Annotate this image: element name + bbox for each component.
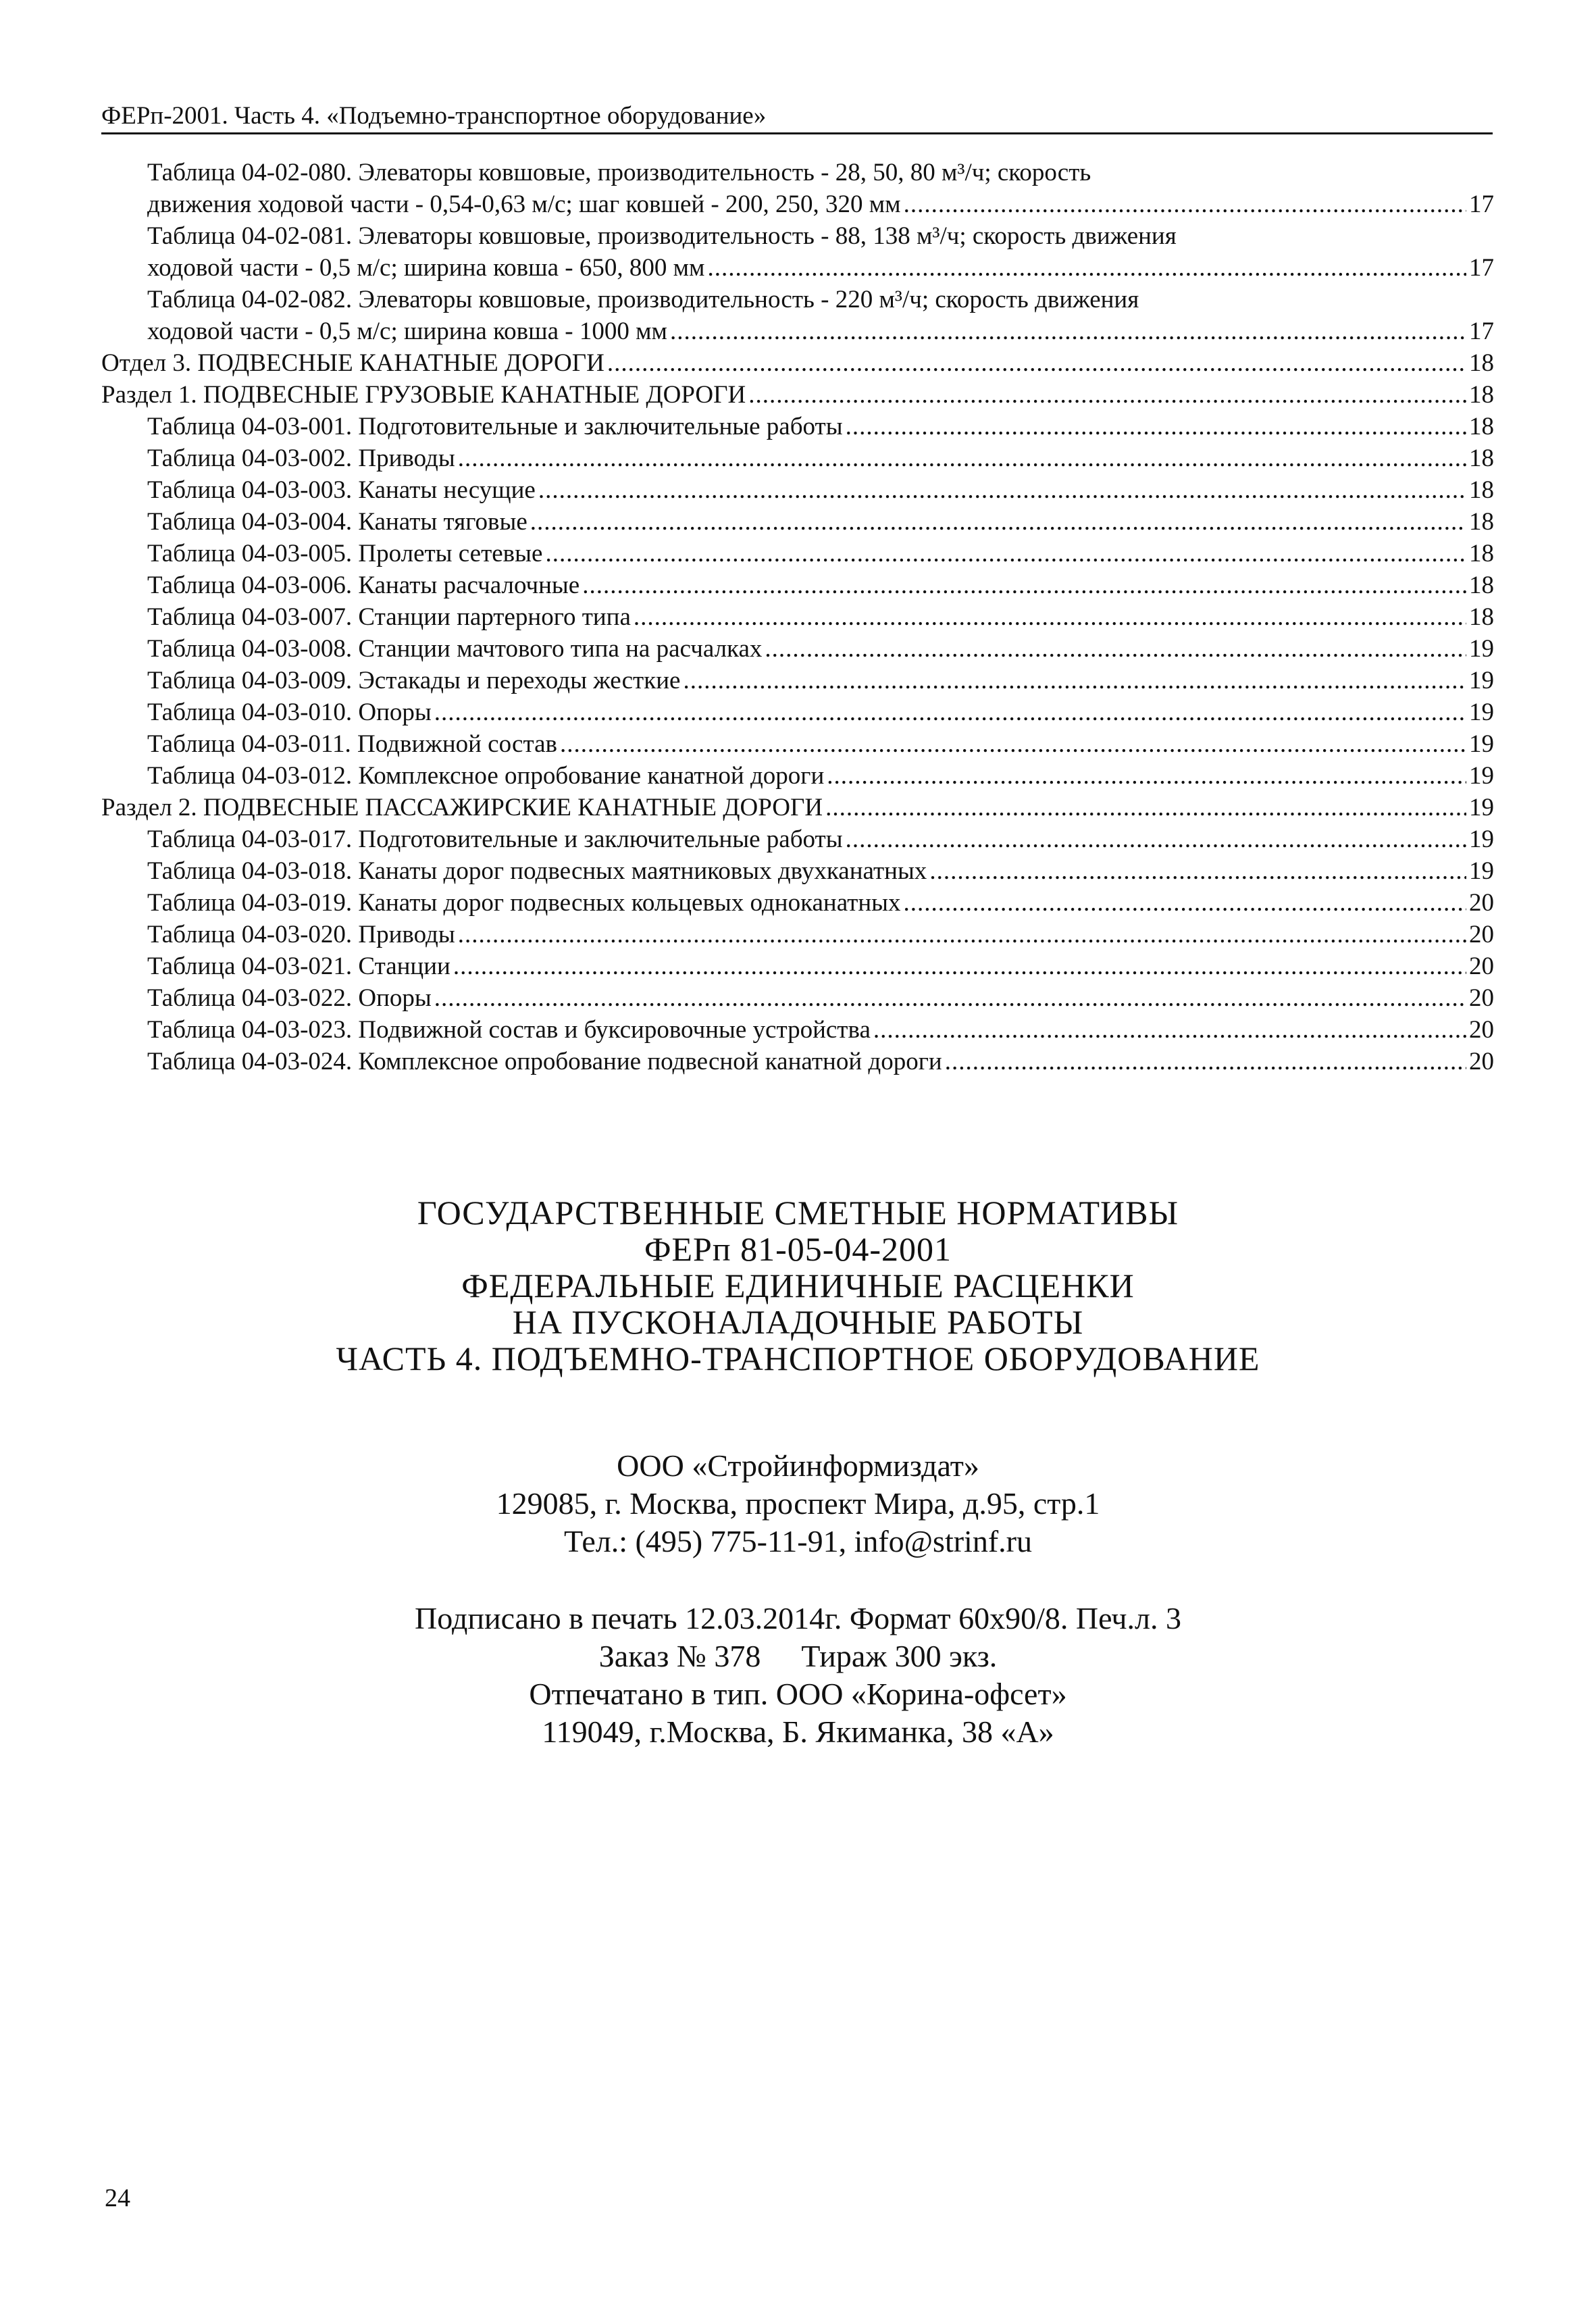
- toc-page-number: 20: [1469, 952, 1494, 980]
- toc-entry-table: [101, 506, 1494, 538]
- dot-leader: [538, 474, 1466, 506]
- toc-entry-text: ходовой части - 0,5 м/с; ширина ковша - 650, 800 мм: [147, 254, 705, 282]
- toc-entry-multiline: [101, 157, 1494, 220]
- toc-entry-table: [101, 887, 1494, 919]
- toc-entry-text: Таблица 04-03-004. Канаты тяговые: [147, 508, 527, 536]
- toc-entry-line: Таблица 04-02-081. Элеваторы ковшовые, производительность - 88, 138 м³/ч; скорость движения: [147, 222, 1177, 250]
- toc-entry-text: ходовой части - 0,5 м/с; ширина ковша - 1000 мм: [147, 317, 667, 345]
- toc-entry-table: [101, 855, 1494, 887]
- toc-entry-text: Таблица 04-03-009. Эстакады и переходы жесткие: [147, 667, 681, 694]
- dot-leader: [929, 855, 1466, 887]
- imprint-circulation: Тираж 300 экз.: [801, 1639, 998, 1673]
- toc-entry-text: Таблица 04-03-022. Опоры: [147, 984, 432, 1012]
- dot-leader: [545, 538, 1466, 569]
- toc-entry-line: [147, 188, 1494, 220]
- dot-leader: [607, 347, 1466, 379]
- toc-entry-table: [101, 633, 1494, 665]
- running-header: ФЕРп-2001. Часть 4. «Подъемно-транспортное оборудование»: [101, 101, 1493, 134]
- toc-entry-multiline: [101, 284, 1494, 347]
- imprint-printer: Отпечатано в тип. ООО «Корина-офсет»: [529, 1677, 1067, 1711]
- toc-entry-table: [101, 919, 1494, 950]
- toc-page-number: 19: [1469, 857, 1494, 885]
- dot-leader: [707, 252, 1466, 284]
- dot-leader: [530, 506, 1466, 538]
- toc-page-number: 19: [1469, 794, 1494, 821]
- title-line: НА ПУСКОНАЛАДОЧНЫЕ РАБОТЫ: [512, 1303, 1084, 1341]
- toc-entry-text: Раздел 2. ПОДВЕСНЫЕ ПАССАЖИРСКИЕ КАНАТНЫЕ ДОРОГИ: [101, 794, 823, 821]
- toc-page-number: 17: [1469, 254, 1494, 282]
- toc-page-number: 19: [1469, 698, 1494, 726]
- title-line: ЧАСТЬ 4. ПОДЪЕМНО-ТРАНСПОРТНОЕ ОБОРУДОВАНИЕ: [336, 1340, 1260, 1377]
- toc-page-number: 19: [1469, 825, 1494, 853]
- toc-entry-text: Таблица 04-03-020. Приводы: [147, 921, 455, 948]
- toc-page-number: 18: [1469, 381, 1494, 409]
- toc-entry-text: движения ходовой части - 0,54-0,63 м/с; шаг ковшей - 200, 250, 320 мм: [147, 190, 901, 218]
- toc-entry-table: [101, 696, 1494, 728]
- imprint-order: Заказ № 378: [598, 1639, 761, 1673]
- toc-page-number: 20: [1469, 984, 1494, 1012]
- toc-page-number: 17: [1469, 317, 1494, 345]
- dot-leader: [434, 982, 1466, 1014]
- toc-page-number: 20: [1469, 1016, 1494, 1044]
- toc-entry-table: [101, 411, 1494, 442]
- toc-entry-table: [101, 569, 1494, 601]
- toc-entry-table: [101, 823, 1494, 855]
- toc-entry-text: Таблица 04-03-002. Приводы: [147, 444, 455, 472]
- toc-entry-text: Таблица 04-03-019. Канаты дорог подвесных кольцевых одноканатных: [147, 889, 901, 917]
- toc-page-number: 18: [1469, 603, 1494, 631]
- toc-entry-table: [101, 665, 1494, 696]
- toc-entry-table: [101, 601, 1494, 633]
- toc-entry-text: Таблица 04-03-001. Подготовительные и заключительные работы: [147, 413, 843, 440]
- dot-leader: [683, 665, 1466, 696]
- dot-leader: [453, 950, 1466, 982]
- toc-entry-text: Отдел 3. ПОДВЕСНЫЕ КАНАТНЫЕ ДОРОГИ: [101, 349, 604, 377]
- title-line: ФЕДЕРАЛЬНЫЕ ЕДИНИЧНЫЕ РАСЦЕНКИ: [461, 1267, 1135, 1304]
- toc-entry-table: [101, 1046, 1494, 1077]
- toc-entry-text: Таблица 04-03-021. Станции: [147, 952, 451, 980]
- dot-leader: [827, 760, 1466, 792]
- toc-page-number: 20: [1469, 921, 1494, 948]
- toc-page-number: 18: [1469, 508, 1494, 536]
- toc-entry-line: Таблица 04-02-082. Элеваторы ковшовые, производительность - 220 м³/ч; скорость движения: [147, 286, 1139, 313]
- dot-leader: [846, 411, 1466, 442]
- dot-leader: [458, 442, 1466, 474]
- publisher-name: ООО «Стройинформиздат»: [617, 1448, 979, 1483]
- dot-leader: [846, 823, 1466, 855]
- publisher-address: 129085, г. Москва, проспект Мира, д.95, стр.1: [496, 1486, 1100, 1521]
- toc-entry-text: Таблица 04-03-012. Комплексное опробование канатной дороги: [147, 762, 825, 790]
- toc-entry-line: Таблица 04-02-080. Элеваторы ковшовые, производительность - 28, 50, 80 м³/ч; скорость: [147, 159, 1091, 186]
- toc-entry-table: [101, 538, 1494, 569]
- toc-page-number: 20: [1469, 1048, 1494, 1075]
- imprint-order-line: [0, 1637, 1596, 1675]
- toc-entry-text: Таблица 04-03-018. Канаты дорог подвесных маятниковых двухканатных: [147, 857, 927, 885]
- toc-page-number: 19: [1469, 667, 1494, 694]
- toc-page-number: 18: [1469, 444, 1494, 472]
- dot-leader: [765, 633, 1466, 665]
- dot-leader: [634, 601, 1466, 633]
- dot-leader: [560, 728, 1466, 760]
- dot-leader: [825, 792, 1466, 823]
- dot-leader: [458, 919, 1466, 950]
- toc-entry-section: [101, 379, 1494, 411]
- toc-entry-text: Таблица 04-03-005. Пролеты сетевые: [147, 540, 543, 567]
- toc-page-number: 18: [1469, 571, 1494, 599]
- toc-page-number: 19: [1469, 730, 1494, 758]
- document-title-block: [0, 1194, 1596, 1377]
- toc-entry-table: [101, 442, 1494, 474]
- dot-leader: [873, 1014, 1466, 1046]
- toc-entry-table: [101, 1014, 1494, 1046]
- toc-entry-text: Таблица 04-03-008. Станции мачтового типа на расчалках: [147, 635, 763, 663]
- imprint-block: [0, 1600, 1596, 1751]
- toc-entry-line: [147, 315, 1494, 347]
- toc-entry-text: Таблица 04-03-006. Канаты расчалочные: [147, 571, 580, 599]
- toc-entry-table: [101, 728, 1494, 760]
- toc-entry-text: Таблица 04-03-007. Станции партерного типа: [147, 603, 631, 631]
- title-line: ФЕРп 81-05-04-2001: [644, 1230, 952, 1268]
- toc-entry-text: Таблица 04-03-023. Подвижной состав и буксировочные устройства: [147, 1016, 871, 1044]
- dot-leader: [904, 887, 1466, 919]
- toc-entry-text: Таблица 04-03-003. Канаты несущие: [147, 476, 536, 504]
- dot-leader: [670, 315, 1466, 347]
- toc-page-number: 18: [1469, 476, 1494, 504]
- toc-page-number: 19: [1469, 635, 1494, 663]
- dot-leader: [582, 569, 1466, 601]
- toc-entry-table: [101, 950, 1494, 982]
- page-number: 24: [105, 2184, 130, 2212]
- table-of-contents: [101, 157, 1494, 1077]
- toc-entry-text: Раздел 1. ПОДВЕСНЫЕ ГРУЗОВЫЕ КАНАТНЫЕ ДОРОГИ: [101, 381, 746, 409]
- dot-leader: [434, 696, 1466, 728]
- toc-page-number: 20: [1469, 889, 1494, 917]
- toc-entry-text: Таблица 04-03-011. Подвижной состав: [147, 730, 557, 758]
- toc-entry-text: Таблица 04-03-024. Комплексное опробование подвесной канатной дороги: [147, 1048, 942, 1075]
- toc-entry-table: [101, 760, 1494, 792]
- toc-entry-section: [101, 792, 1494, 823]
- toc-entry-multiline: [101, 220, 1494, 284]
- toc-page-number: 19: [1469, 762, 1494, 790]
- publisher-contacts: Тел.: (495) 775-11-91, info@strinf.ru: [564, 1524, 1032, 1558]
- title-line: ГОСУДАРСТВЕННЫЕ СМЕТНЫЕ НОРМАТИВЫ: [417, 1194, 1179, 1231]
- toc-entry-department: [101, 347, 1494, 379]
- dot-leader: [748, 379, 1466, 411]
- toc-entry-text: Таблица 04-03-010. Опоры: [147, 698, 432, 726]
- imprint-printer-address: 119049, г.Москва, Б. Якиманка, 38 «А»: [542, 1714, 1054, 1749]
- toc-page-number: 18: [1469, 540, 1494, 567]
- toc-entry-line: [147, 252, 1494, 284]
- dot-leader: [945, 1046, 1466, 1077]
- toc-entry-table: [101, 474, 1494, 506]
- toc-entry-table: [101, 982, 1494, 1014]
- toc-page-number: 18: [1469, 349, 1494, 377]
- toc-page-number: 17: [1469, 190, 1494, 218]
- publisher-block: [0, 1447, 1596, 1560]
- imprint-signed: Подписано в печать 12.03.2014г. Формат 60x90/8. Печ.л. 3: [415, 1601, 1181, 1635]
- toc-page-number: 18: [1469, 413, 1494, 440]
- dot-leader: [904, 188, 1466, 220]
- toc-entry-text: Таблица 04-03-017. Подготовительные и заключительные работы: [147, 825, 843, 853]
